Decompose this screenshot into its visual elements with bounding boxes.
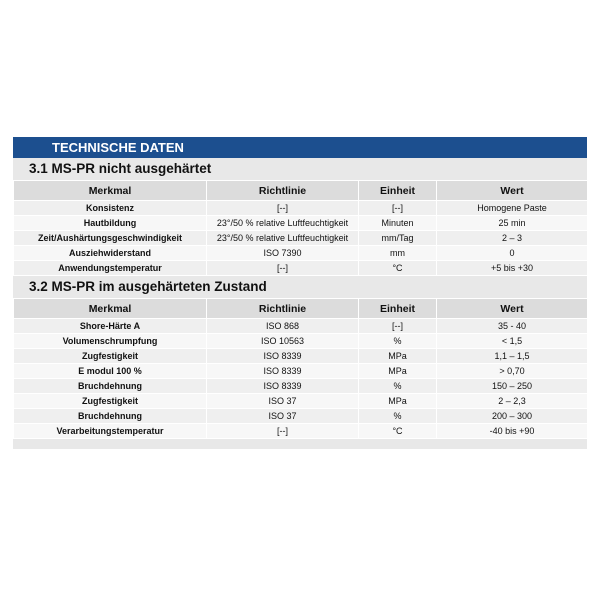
cell-wert: 25 min bbox=[437, 216, 588, 231]
table-row bbox=[14, 319, 588, 334]
cell-wert: 35 - 40 bbox=[437, 319, 588, 334]
cured-table bbox=[13, 298, 588, 439]
cell-merkmal: Verarbeitungstemperatur bbox=[14, 424, 207, 439]
cell-richtlinie: 23°/50 % relative Luftfeuchtigkeit bbox=[207, 231, 359, 246]
cell-richtlinie: ISO 868 bbox=[207, 319, 359, 334]
cell-einheit: % bbox=[359, 379, 437, 394]
cell-merkmal: Konsistenz bbox=[14, 201, 207, 216]
table-row bbox=[14, 231, 588, 246]
column-header-einheit: Einheit bbox=[359, 181, 437, 201]
cell-merkmal: Volumenschrumpfung bbox=[14, 334, 207, 349]
cell-richtlinie: [--] bbox=[207, 201, 359, 216]
table-row bbox=[14, 334, 588, 349]
cell-einheit: MPa bbox=[359, 394, 437, 409]
column-header-merkmal: Merkmal bbox=[14, 299, 207, 319]
cell-merkmal: Zugfestigkeit bbox=[14, 349, 207, 364]
cell-einheit: Minuten bbox=[359, 216, 437, 231]
column-header-wert: Wert bbox=[437, 181, 588, 201]
cell-richtlinie: [--] bbox=[207, 424, 359, 439]
cell-einheit: % bbox=[359, 334, 437, 349]
section-title-cured: 3.2 MS-PR im ausgehärteten Zustand bbox=[13, 276, 587, 298]
cell-richtlinie: ISO 7390 bbox=[207, 246, 359, 261]
cell-einheit: [--] bbox=[359, 201, 437, 216]
cell-merkmal: Hautbildung bbox=[14, 216, 207, 231]
cell-wert: 200 – 300 bbox=[437, 409, 588, 424]
cell-wert: Homogene Paste bbox=[437, 201, 588, 216]
cell-wert: < 1,5 bbox=[437, 334, 588, 349]
table-row bbox=[14, 246, 588, 261]
cell-einheit: MPa bbox=[359, 349, 437, 364]
table-row bbox=[14, 261, 588, 276]
table-row bbox=[14, 201, 588, 216]
cell-einheit: MPa bbox=[359, 364, 437, 379]
uncured-table bbox=[13, 180, 588, 276]
cell-einheit: °C bbox=[359, 424, 437, 439]
cell-einheit: [--] bbox=[359, 319, 437, 334]
section-title-uncured: 3.1 MS-PR nicht ausgehärtet bbox=[13, 158, 587, 180]
table-footer-padding bbox=[13, 439, 587, 449]
cell-wert: 0 bbox=[437, 246, 588, 261]
table-header-row bbox=[14, 299, 588, 319]
table-row bbox=[14, 409, 588, 424]
cell-richtlinie: [--] bbox=[207, 261, 359, 276]
column-header-einheit: Einheit bbox=[359, 299, 437, 319]
table-row bbox=[14, 216, 588, 231]
cell-richtlinie: ISO 37 bbox=[207, 394, 359, 409]
cell-wert: +5 bis +30 bbox=[437, 261, 588, 276]
cell-merkmal: Anwendungstemperatur bbox=[14, 261, 207, 276]
column-header-richtlinie: Richtlinie bbox=[207, 181, 359, 201]
cell-merkmal: Shore-Härte A bbox=[14, 319, 207, 334]
cell-richtlinie: ISO 8339 bbox=[207, 349, 359, 364]
cell-richtlinie: ISO 8339 bbox=[207, 379, 359, 394]
column-header-wert: Wert bbox=[437, 299, 588, 319]
cell-richtlinie: 23°/50 % relative Luftfeuchtigkeit bbox=[207, 216, 359, 231]
cell-wert: -40 bis +90 bbox=[437, 424, 588, 439]
technical-data-sheet bbox=[13, 137, 587, 449]
cell-richtlinie: ISO 8339 bbox=[207, 364, 359, 379]
cell-merkmal: Zeit/Aushärtungsgeschwindigkeit bbox=[14, 231, 207, 246]
cell-richtlinie: ISO 37 bbox=[207, 409, 359, 424]
table-row bbox=[14, 394, 588, 409]
cell-merkmal: Ausziehwiderstand bbox=[14, 246, 207, 261]
cell-wert: 150 – 250 bbox=[437, 379, 588, 394]
cell-wert: 2 – 3 bbox=[437, 231, 588, 246]
table-row bbox=[14, 424, 588, 439]
column-header-merkmal: Merkmal bbox=[14, 181, 207, 201]
table-row bbox=[14, 364, 588, 379]
cell-merkmal: Zugfestigkeit bbox=[14, 394, 207, 409]
banner-title: TECHNISCHE DATEN bbox=[13, 137, 587, 158]
cell-merkmal: Bruchdehnung bbox=[14, 409, 207, 424]
cell-wert: 2 – 2,3 bbox=[437, 394, 588, 409]
cell-merkmal: E modul 100 % bbox=[14, 364, 207, 379]
cell-einheit: mm bbox=[359, 246, 437, 261]
table-row bbox=[14, 349, 588, 364]
cell-richtlinie: ISO 10563 bbox=[207, 334, 359, 349]
cell-wert: > 0,70 bbox=[437, 364, 588, 379]
cell-merkmal: Bruchdehnung bbox=[14, 379, 207, 394]
cell-einheit: % bbox=[359, 409, 437, 424]
cell-einheit: °C bbox=[359, 261, 437, 276]
cell-wert: 1,1 – 1,5 bbox=[437, 349, 588, 364]
column-header-richtlinie: Richtlinie bbox=[207, 299, 359, 319]
table-row bbox=[14, 379, 588, 394]
table-header-row bbox=[14, 181, 588, 201]
cell-einheit: mm/Tag bbox=[359, 231, 437, 246]
